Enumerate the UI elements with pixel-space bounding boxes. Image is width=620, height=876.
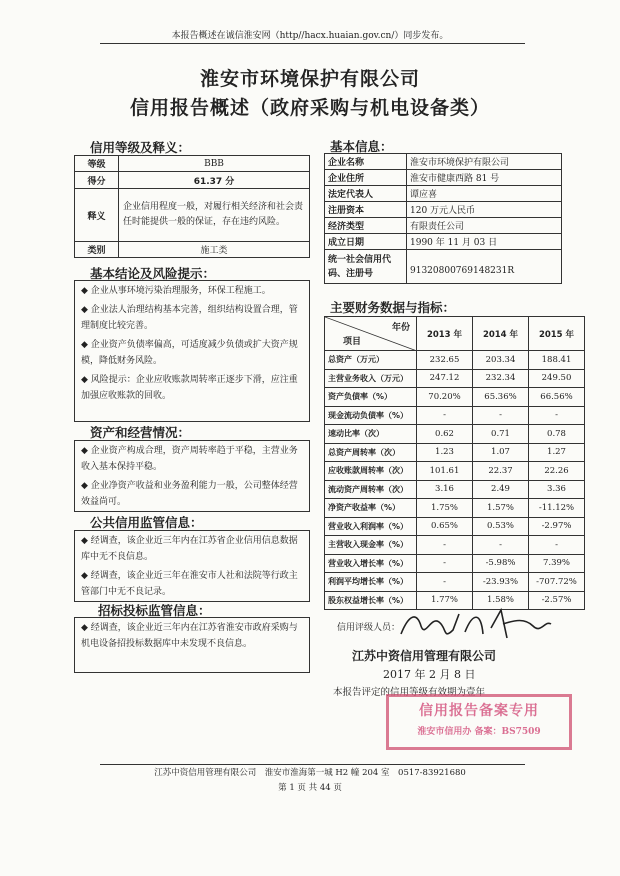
metric-value: 22.26 <box>529 462 585 481</box>
evaluator-signature <box>395 604 555 646</box>
metric-name: 股东权益增长率（%） <box>325 591 417 610</box>
metric-value: 0.53% <box>473 517 529 536</box>
metric-value: -23.93% <box>473 573 529 592</box>
metric-name: 营业收入利润率（%） <box>325 517 417 536</box>
list-item: ◆ 企业从事环境污染治理服务，环保工程施工。 <box>81 286 271 296</box>
metric-value: 0.65% <box>417 517 473 536</box>
metric-value: 66.56% <box>529 388 585 407</box>
metric-name: 利润平均增长率（%） <box>325 573 417 592</box>
table-row <box>325 480 585 499</box>
metric-value: 247.12 <box>417 369 473 388</box>
finance-table <box>324 316 585 610</box>
metric-value: 1.57% <box>473 499 529 518</box>
metric-name: 应收账款周转率（次） <box>325 462 417 481</box>
table-row <box>325 536 585 555</box>
header-note: 本报告概述在诚信淮安网（http//hacx.huaian.gov.cn/）同步发布。 <box>171 31 449 41</box>
bidding-box <box>74 617 310 673</box>
filing-stamp <box>386 694 572 750</box>
header-divider <box>100 43 525 44</box>
metric-name: 主营收入现金率（%） <box>325 536 417 555</box>
evaluator-label: 信用评级人员： <box>337 623 401 633</box>
metric-name: 速动比率（次） <box>325 425 417 444</box>
metric-value: -11.12% <box>529 499 585 518</box>
table-row <box>325 443 585 462</box>
category-label: 类别 <box>75 242 119 258</box>
metric-value: - <box>417 536 473 555</box>
metric-value: - <box>473 406 529 425</box>
table-row <box>325 554 585 573</box>
metric-value: 203.34 <box>473 351 529 370</box>
list-item: ◆ 企业资产负债率偏高，可适度减少负债或扩大资产规模，降低财务风险。 <box>81 340 298 366</box>
basic-value: 淮安市健康西路 81 号 <box>407 170 562 186</box>
metric-value: 0.71 <box>473 425 529 444</box>
score-label: 得分 <box>75 172 119 189</box>
metric-value: 232.65 <box>417 351 473 370</box>
list-item: ◆ 企业法人治理结构基本完善，组织结构设置合理，管理制度比较完善。 <box>81 305 298 331</box>
basic-value: 有限责任公司 <box>407 218 562 234</box>
table-row <box>325 351 585 370</box>
metric-value: -2.97% <box>529 517 585 536</box>
score-value: 61.37 分 <box>119 172 310 189</box>
metric-value: 249.50 <box>529 369 585 388</box>
list-item: ◆ 企业资产构成合理，资产周转率趋于平稳，主营业务收入基本保持平稳。 <box>81 446 298 472</box>
operations-heading: 资产和经营情况： <box>90 425 191 440</box>
year-header: 2014 年 <box>473 317 529 351</box>
bidding-heading: 招标投标监管信息： <box>98 603 211 618</box>
metric-value: -5.98% <box>473 554 529 573</box>
metric-value: 0.62 <box>417 425 473 444</box>
basic-value: 1990 年 11 月 03 日 <box>407 234 562 250</box>
table-row <box>325 425 585 444</box>
metric-name: 资产负债率（%） <box>325 388 417 407</box>
meaning-label: 释义 <box>75 189 119 242</box>
metric-name: 净资产收益率（%） <box>325 499 417 518</box>
list-item: ◆ 经调查，该企业近三年内在江苏省企业信用信息数据库中无不良信息。 <box>81 536 298 562</box>
metric-value: - <box>417 406 473 425</box>
table-row <box>325 573 585 592</box>
public-credit-box <box>74 530 310 602</box>
stamp-title: 信用报告备案专用 <box>419 703 539 719</box>
rating-table <box>74 155 310 258</box>
basic-label: 注册资本 <box>325 202 407 218</box>
validity-note: 本报告评定的信用等级有效期为壹年 <box>333 687 486 698</box>
page-number: 第 1 页 共 44 页 <box>278 783 342 793</box>
metric-value: 0.78 <box>529 425 585 444</box>
metric-value: 232.34 <box>473 369 529 388</box>
finance-heading: 主要财务数据与指标： <box>330 300 456 315</box>
metric-name: 主营业务收入（万元） <box>325 369 417 388</box>
meaning-value: 企业信用程度一般，对履行相关经济和社会责任时能提供一般的保证，存在违约风险。 <box>119 189 310 242</box>
metric-value: - <box>473 536 529 555</box>
list-item: ◆ 经调查，该企业近三年内在江苏省淮安市政府采购与机电设备招投标数据库中未发现不良信息。 <box>81 623 298 649</box>
corner-item-label: 项目 <box>343 337 362 347</box>
grade-value: BBB <box>119 156 310 172</box>
year-header: 2013 年 <box>417 317 473 351</box>
basic-value: 淮安市环境保护有限公司 <box>407 154 562 170</box>
table-row <box>325 388 585 407</box>
basic-label: 经济类型 <box>325 218 407 234</box>
metric-value: 1.27 <box>529 443 585 462</box>
metric-name: 总资产（万元） <box>325 351 417 370</box>
category-value: 施工类 <box>119 242 310 258</box>
basic-info-table <box>324 153 562 284</box>
year-header: 2015 年 <box>529 317 585 351</box>
basic-value: 谭应喜 <box>407 186 562 202</box>
basic-label: 统一社会信用代码、注册号 <box>325 250 407 284</box>
metric-name: 现金流动负债率（%） <box>325 406 417 425</box>
stamp-subtitle: 淮安市信用办 备案：BS7509 <box>417 727 541 737</box>
agency-name: 江苏中资信用管理有限公司 <box>352 649 497 663</box>
footer-contact: 江苏中资信用管理有限公司 淮安市淮海第一城 H2 幢 204 室 0517-83921680 <box>154 768 466 778</box>
metric-value: 188.41 <box>529 351 585 370</box>
metric-value: 1.58% <box>473 591 529 610</box>
metric-name: 流动资产周转率（次） <box>325 480 417 499</box>
basic-label: 成立日期 <box>325 234 407 250</box>
metric-value: -2.57% <box>529 591 585 610</box>
metric-value: 7.39% <box>529 554 585 573</box>
metric-value: 70.20% <box>417 388 473 407</box>
operations-box <box>74 440 310 512</box>
table-row <box>325 369 585 388</box>
basic-label: 企业名称 <box>325 154 407 170</box>
grade-label: 等级 <box>75 156 119 172</box>
metric-value: - <box>417 554 473 573</box>
rating-heading: 信用等级及释义： <box>90 140 191 155</box>
report-title-type: 信用报告概述（政府采购与机电设备类） <box>129 97 490 119</box>
metric-value: 101.61 <box>417 462 473 481</box>
metric-value: -707.72% <box>529 573 585 592</box>
metric-value: 1.75% <box>417 499 473 518</box>
basic-value: 91320800769148231R <box>407 250 562 284</box>
metric-value: 22.37 <box>473 462 529 481</box>
report-date: 2017 年 2 月 8 日 <box>383 668 476 681</box>
conclusion-box <box>74 280 310 422</box>
metric-name: 总资产周转率（次） <box>325 443 417 462</box>
metric-value: 1.23 <box>417 443 473 462</box>
footer-divider <box>100 764 525 765</box>
table-row <box>325 499 585 518</box>
list-item: ◆ 经调查，该企业近三年在淮安市人社和法院等行政主管部门中无不良记录。 <box>81 571 298 597</box>
report-title-company: 淮安市环境保护有限公司 <box>199 68 420 90</box>
metric-value: 3.16 <box>417 480 473 499</box>
basic-label: 法定代表人 <box>325 186 407 202</box>
basic-value: 120 万元人民币 <box>407 202 562 218</box>
metric-name: 营业收入增长率（%） <box>325 554 417 573</box>
metric-value: 1.77% <box>417 591 473 610</box>
public-credit-heading: 公共信用监管信息： <box>90 515 203 530</box>
list-item: ◆ 企业净资产收益和业务盈利能力一般，公司整体经营效益尚可。 <box>81 481 298 507</box>
finance-corner-cell <box>325 317 417 351</box>
table-row <box>325 406 585 425</box>
table-row <box>325 517 585 536</box>
metric-value: 1.07 <box>473 443 529 462</box>
metric-value: - <box>529 536 585 555</box>
metric-value: 2.49 <box>473 480 529 499</box>
basic-heading: 基本信息： <box>330 139 393 154</box>
metric-value: 65.36% <box>473 388 529 407</box>
basic-label: 企业住所 <box>325 170 407 186</box>
list-item: ◆ 风险提示：企业应收账款周转率正逐步下滑，应注重加强应收账款的回收。 <box>81 375 298 401</box>
conclusion-heading: 基本结论及风险提示： <box>90 266 216 281</box>
table-row <box>325 462 585 481</box>
metric-value: - <box>417 573 473 592</box>
corner-year-label: 年份 <box>391 323 410 333</box>
metric-value: 3.36 <box>529 480 585 499</box>
metric-value: - <box>529 406 585 425</box>
